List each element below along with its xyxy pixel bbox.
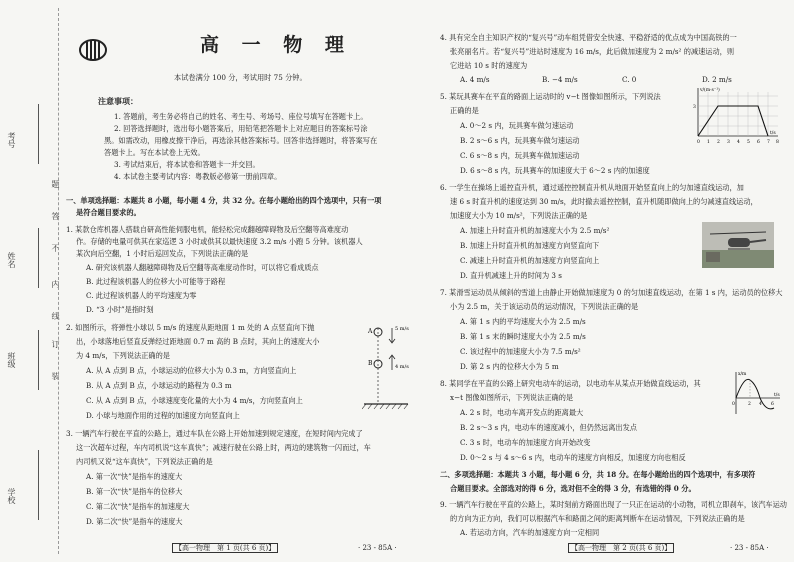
chart-xtick: 4 (737, 140, 740, 145)
question-8-option: B. 2 s～3 s 内，电动车的速度减小，但仍然远离出发点 (460, 423, 637, 432)
question-5-option: A. 0～2 s 内，玩具赛车做匀速运动 (460, 121, 574, 130)
chart-xtick: 1 (707, 140, 710, 145)
question-2-stem: 为 4 m/s，下列说法正确的是 (76, 351, 170, 360)
question-6-stem: 6. 一学生在操场上遥控直升机，通过遥控控制直升机从地面开始竖直向上的匀加速直线运动，加 (440, 183, 744, 192)
question-4-option: D. 2 m/s (702, 75, 732, 84)
question-4-stem: 它进站 10 s 时的速度为 (450, 61, 528, 70)
chart-xtick: 6 (757, 140, 760, 145)
section-heading: 二、多项选择题：本题共 3 小题，每小题 6 分，共 18 分。在每小题给出的四个选项中，有多项符 (440, 470, 756, 479)
chart-xtick: 4 (759, 402, 762, 407)
question-8-stem: 8. 某同学在平直的公路上研究电动车的运动，以电动车从某点开始做直线运动，其 (440, 379, 701, 388)
question-7-option: D. 第 2 s 内的位移大小为 5 m (460, 362, 559, 371)
point-b-label: B (368, 360, 373, 367)
binding-label-name: 姓名 (7, 252, 16, 268)
chart-ylabel: v/(m·s⁻¹) (700, 88, 720, 93)
q5-vt-chart (690, 84, 782, 146)
page-footer-label: 【高一物理 第 1 页(共 6 页)】 (172, 543, 278, 554)
question-1-option: A. 研究该机器人翻越障碍物及后空翻等高难度动作时，可以将它看成质点 (86, 263, 319, 272)
chart-xtick: 6 (771, 402, 774, 407)
question-1-stem: 某次向后空翻，1 小时后巡回发点，下列说法正确的是 (76, 249, 249, 258)
note-line: 3. 考试结束后，将本试卷和答题卡一并交回。 (114, 160, 260, 169)
chart-xlabel: t/s (774, 393, 780, 398)
question-6-option: B. 加速上升时直升机的加速度方向竖直向下 (460, 241, 600, 250)
exam-number-line (38, 104, 39, 164)
speed-label-down: 5 m/s (395, 326, 409, 332)
chart-xtick: 5 (747, 140, 750, 145)
question-4-option: B. −4 m/s (542, 75, 578, 84)
chart-xtick: 3 (727, 140, 730, 145)
question-5-option: C. 6 s～8 s 内，玩具赛车做加速运动 (460, 151, 580, 160)
school-line (38, 450, 39, 520)
note-line: 黑。如需改动，用橡皮擦干净后，再选涂其他答案标号。回答非选择题时，将答案写在 (104, 136, 378, 145)
question-3-option: B. 第一次“快”是指车的位移大 (86, 487, 183, 496)
chart-xtick: 7 (767, 140, 770, 145)
chart-xtick: 8 (776, 140, 779, 145)
chart-xtick: 2 (748, 402, 751, 407)
question-1-option: C. 此过程该机器人的平均速度为零 (86, 291, 197, 300)
question-7-stem: 小为 2.5 m，关于该运动员的运动情况，下列说法正确的是 (450, 302, 639, 311)
question-7-option: A. 第 1 s 内的平均速度大小为 2.5 m/s (460, 317, 586, 326)
question-2-stem: 2. 如图所示，将弹性小球以 5 m/s 的速度从距地面 1 m 处的 A 点竖直向下抛 (66, 323, 315, 332)
section-heading: 合题目要求。全部选对的得 6 分，选对但不全的得 3 分，有选错的得 0 分。 (450, 484, 696, 493)
question-5-option: B. 2 s～6 s 内，玩具赛车做匀速运动 (460, 136, 580, 145)
binding-seal-text: 题 (51, 180, 60, 188)
question-3-option: D. 第二次“快”是指车的速度大 (86, 517, 183, 526)
question-4-option: C. 0 (622, 75, 637, 84)
question-3-stem: 内司机又说“这车真快”，下列说法正确的是 (76, 457, 213, 466)
chart-xtick: 0 (697, 140, 700, 145)
question-9-stem: 9. 一辆汽车行驶在平直的公路上，某时刻前方路面出现了一只正在运动的小动物，司机立即刹车，该汽车运动 (440, 500, 787, 509)
chart-xtick: 2 (717, 140, 720, 145)
page-footer-label: 【高一物理 第 2 页(共 6 页)】 (568, 543, 674, 554)
question-6-stem: 加速度大小为 10 m/s²，下列说法正确的是 (450, 211, 588, 220)
chart-xlabel: t/s (770, 131, 776, 136)
binding-seal-text: 线 (51, 312, 60, 320)
question-4-stem: 张亮丽名片。若“复兴号”进站时速度为 16 m/s，此后做加速度为 2 m/s² 的减速运动，则 (450, 47, 735, 56)
class-line (38, 330, 39, 390)
notes-heading: 注意事项： (98, 96, 138, 106)
chart-ylabel: x/m (738, 372, 747, 377)
question-7-stem: 7. 某滑雪运动员从倾斜的雪道上由静止开始做加速度为 0 的匀加速直线运动，在第 1 s 内，运动员的位移大 (440, 288, 783, 297)
question-2-option: C. 从 A 点到 B 点，小球速度变化量的大小为 4 m/s，方向竖直向上 (86, 396, 303, 405)
binding-seal-text: 答 (51, 212, 60, 220)
page-footer-code: · 23 - 85A · (358, 544, 397, 552)
question-3-option: A. 第一次“快”是指车的速度大 (86, 472, 183, 481)
chart-ytick: 3 (693, 105, 696, 110)
question-4-stem: 4. 具有完全自主知识产权的“复兴号”动车组凭借安全快速、平稳舒适的优点成为中国高铁的一 (440, 33, 737, 42)
binding-label-exam-number: 考号 (7, 132, 16, 148)
note-line: 4. 本试卷主要考试内容：粤教版必修第一册前四章。 (114, 172, 282, 181)
right-column (440, 0, 785, 562)
question-8-option: A. 2 s 时，电动车离开发点的距离最大 (460, 408, 584, 417)
question-9-stem: 的方向为正方向，我们可以根据汽车和路面之间的距离判断车在运动情况，下列说法正确的是 (450, 514, 745, 523)
chart-xtick: 0 (732, 402, 735, 407)
question-5-option: D. 6 s～8 s 内，玩具赛车的加速度大于 6～2 s 内的加速度 (460, 166, 650, 175)
question-4-option: A. 4 m/s (460, 75, 490, 84)
binding-seal-text: 装 (51, 372, 60, 380)
question-8-option: C. 3 s 时，电动车的加速度方向开始改变 (460, 438, 591, 447)
question-2-stem: 出，小球落地后竖直反弹经过距地面 0.7 m 高的 B 点时，其向上的速度大小 (76, 337, 320, 346)
name-line (38, 228, 39, 288)
question-2-option: D. 小球与地面作用的过程的加速度方向竖直向上 (86, 411, 240, 420)
question-2-option: B. 从 A 点到 B 点，小球运动的路程为 0.3 m (86, 381, 232, 390)
binding-seal-text: 不 (51, 244, 60, 252)
question-1-stem: 作。存储的电量可供其在家巡逻 3 小时或供其以最快速度 3.2 m/s 小跑 5 分钟。该机器人 (76, 237, 363, 246)
q8-xt-chart (730, 368, 782, 418)
question-6-option: D. 直升机减速上升的时间为 3 s (460, 271, 562, 280)
exam-subtitle: 本试卷满分 100 分，考试用时 75 分钟。 (174, 73, 307, 82)
question-3-stem: 3. 一辆汽车行驶在平直的公路上，通过车队在公路上开始加速到规定速度，在短时间内完成了 (66, 429, 363, 438)
q2-ball-figure (362, 320, 414, 416)
question-3-option: C. 第二次“快”是指车的加速度大 (86, 502, 190, 511)
page-title: 高 一 物 理 (200, 34, 352, 56)
note-line: 1. 答题前，考生务必将自己的姓名、考生号、考场号、座位号填写在答题卡上。 (114, 112, 368, 121)
question-8-stem: x−t 图像如图所示，下列说法正确的是 (450, 393, 574, 402)
helicopter-photo (702, 222, 774, 268)
question-2-option: A. 从 A 点到 B 点，小球运动的位移大小为 0.3 m，方向竖直向上 (86, 366, 297, 375)
school-logo-icon (78, 38, 108, 62)
question-7-option: B. 第 1 s 末的瞬时速度大小为 2.5 m/s (460, 332, 586, 341)
question-1-stem: 1. 某款仓库机器人搭载自研高性能伺服电机，能轻松完成翻越障碍物及后空翻等高难度动 (66, 225, 349, 234)
left-column (66, 0, 422, 562)
speed-label-up: 4 m/s (395, 364, 409, 370)
binding-strip (0, 0, 62, 562)
question-6-stem: 速 6 s 时直升机的速度达到 30 m/s，此时撤去遥控控制，直升机随即做向上的匀减速直线运动， (450, 197, 758, 206)
question-7-option: C. 该过程中的加速度大小为 7.5 m/s² (460, 347, 581, 356)
binding-label-class: 班级 (7, 352, 16, 368)
note-line: 答题卡上。写在本试卷上无效。 (104, 148, 205, 157)
binding-seal-text: 内 (51, 280, 60, 288)
section-heading: 是符合题目要求的。 (76, 208, 141, 217)
section-heading: 一、单项选择题：本题共 8 小题，每小题 4 分，共 32 分。在每小题给出的四个选项中，只有一项 (66, 196, 382, 205)
question-1-option: D. “3 小时”是指时刻 (86, 305, 154, 314)
binding-seal-text: 订 (51, 340, 60, 348)
question-6-option: C. 减速上升时直升机的加速度方向竖直向上 (460, 256, 600, 265)
question-8-option: D. 0～2 s 与 4 s～6 s 内，电动车的速度方向相反，加速度方向也相反 (460, 453, 686, 462)
binding-dash-line (58, 8, 59, 554)
question-1-option: B. 此过程该机器人的位移大小可能等于路程 (86, 277, 226, 286)
question-6-option: A. 加速上升时直升机的加速度大小为 2.5 m/s² (460, 226, 610, 235)
question-5-stem: 5. 某玩具赛车在平直的路面上运动时的 v−t 图像如图所示，下列说法 (440, 92, 661, 101)
page-footer-code: · 23 - 85A · (730, 544, 769, 552)
question-3-stem: 这一次超车过程，车内司机说“这车真快”；减速行驶在公路上时，两边的建筑物一闪而过，车 (76, 443, 371, 452)
question-5-stem: 正确的是 (450, 106, 479, 115)
binding-label-school: 学校 (7, 488, 16, 504)
note-line: 2. 回答选择题时，选出每小题答案后，用铅笔把答题卡上对应题目的答案标号涂 (114, 124, 368, 133)
question-9-option: A. 若运动方向，汽车的加速度方向一定相同 (460, 528, 600, 537)
point-a-label: A (368, 328, 373, 335)
